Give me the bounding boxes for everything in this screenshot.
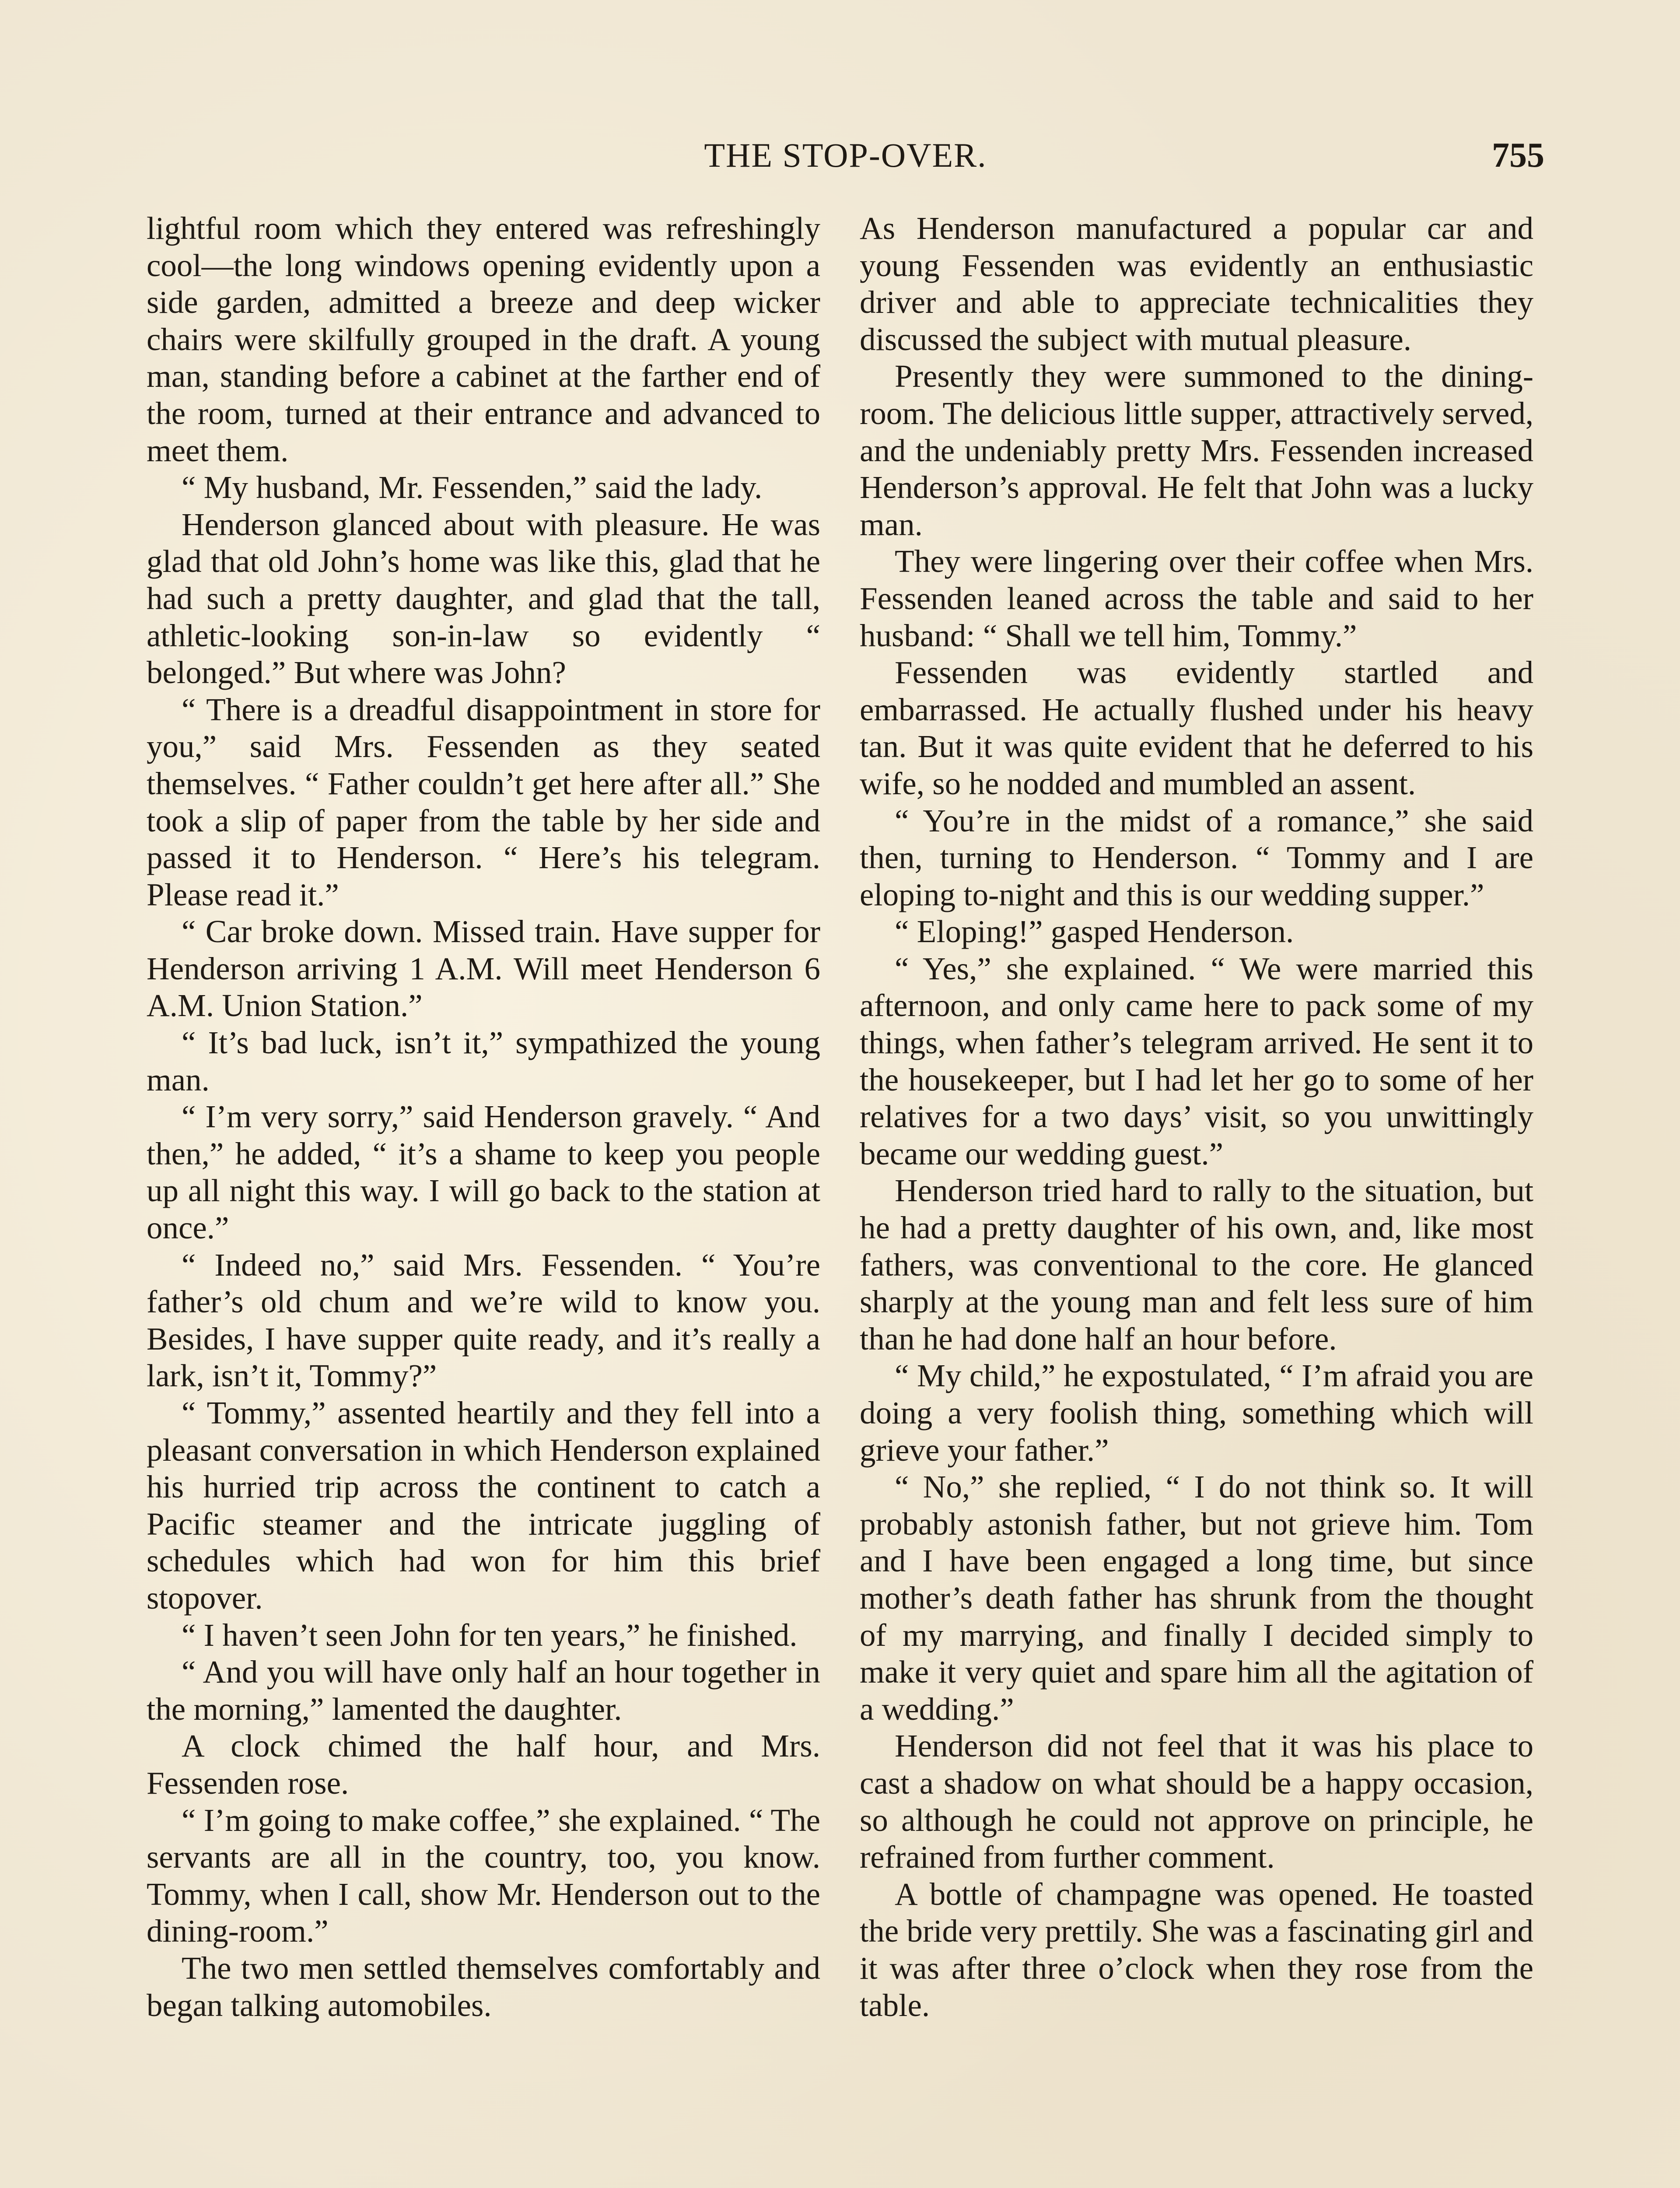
page-number: 755 bbox=[1492, 136, 1544, 175]
paragraph: Fessenden was evidently startled and embarrassed. He actually flushed under his heavy tan. But it was quite evident that he deferred to his wife, so he nodded and mumbled an assent. bbox=[860, 655, 1533, 801]
paragraph: “ It’s bad luck, isn’t it,” sympathized the young man. bbox=[147, 1025, 820, 1098]
running-title: THE STOP-OVER. bbox=[704, 136, 987, 174]
paragraph: Henderson did not feel that it was his place to cast a shadow on what should be a happy occasion, so although he could not approve on principle, he refrained from further comment. bbox=[860, 1728, 1533, 1875]
page-header bbox=[147, 131, 1544, 179]
paragraph: A clock chimed the half hour, and Mrs. Fessenden rose. bbox=[147, 1728, 820, 1801]
paragraph: “ I’m going to make coffee,” she explained. “ The servants are all in the country, too, you know. Tommy, when I call, show Mr. Henderson out to the dining-room.” bbox=[147, 1802, 820, 1949]
paragraph: “ Eloping!” gasped Henderson. bbox=[895, 914, 1294, 950]
paragraph: lightful room which they entered was refreshingly cool—the long windows opening evidently upon a side garden, admitted a breeze and deep wicker chairs were skilfully grouped in the draft. A young man, standing before a cabinet at the farther end of the room, turned at their entrance and advanced to meet them. bbox=[147, 210, 820, 468]
paragraph: “ Yes,” she explained. “ We were married this afternoon, and only came here to pack some of my things, when father’s telegram arrived. He sent it to the housekeeper, but I had let her go to some of her relatives for a two days’ visit, so you unwittingly became our wedding guest.” bbox=[860, 950, 1533, 1171]
paragraph: The two men settled themselves comfortably and began talking automobiles. bbox=[147, 1950, 820, 2023]
paragraph: “ And you will have only half an hour together in the morning,” lamented the daughter. bbox=[147, 1654, 820, 1727]
paragraph: “ I haven’t seen John for ten years,” he finished. bbox=[182, 1617, 798, 1653]
paragraph: “ I’m very sorry,” said Henderson gravely. “ And then,” he added, “ it’s a shame to keep you people up all night this way. I will go back to the station at once.” bbox=[147, 1099, 820, 1246]
paragraph: A bottle of champagne was opened. He toasted the bride very prettily. She was a fascinating girl and it was after three o’clock when they rose from the table. bbox=[860, 1876, 1533, 2023]
paragraph: As Henderson manufactured a popular car and young Fessenden was evidently an enthusiastic driver and able to appreciate technicalities they discussed the subject with mutual pleasure. bbox=[860, 210, 1533, 357]
paragraph: Henderson glanced about with pleasure. He was glad that old John’s home was like this, glad that he had such a pretty daughter, and glad that the tall, athletic-looking son-in-law so evidently “ belonged.” But where was John? bbox=[147, 506, 820, 691]
paragraph: “ There is a dreadful disappointment in store for you,” said Mrs. Fessenden as they seated themselves. “ Father couldn’t get here after all.” She took a slip of paper from the table by her side and passed it to Henderson. “ Here’s his telegram. Please read it.” bbox=[147, 691, 820, 912]
paragraph: Henderson tried hard to rally to the situation, but he had a pretty daughter of his own, and, like most fathers, was conventional to the core. He glanced sharply at the young man and felt less sure of him than he had done half an hour before. bbox=[860, 1173, 1533, 1357]
right-text-column bbox=[860, 210, 1533, 2024]
paragraph: “ Indeed no,” said Mrs. Fessenden. “ You’re father’s old chum and we’re wild to know you. Besides, I have supper quite ready, and it’s really a lark, isn’t it, Tommy?” bbox=[147, 1247, 820, 1394]
paragraph: They were lingering over their coffee when Mrs. Fessenden leaned across the table and said to her husband: “ Shall we tell him, Tommy.” bbox=[860, 543, 1533, 653]
paragraph: “ My husband, Mr. Fessenden,” said the lady. bbox=[182, 470, 763, 505]
paragraph: “ Car broke down. Missed train. Have supper for Henderson arriving 1 A.M. Will meet Henderson 6 A.M. Union Station.” bbox=[147, 914, 820, 1024]
paragraph: Presently they were summoned to the dining-room. The delicious little supper, attractively served, and the undeniably pretty Mrs. Fessenden increased Henderson’s approval. He felt that John was a lucky man. bbox=[860, 358, 1533, 542]
paragraph: “ No,” she replied, “ I do not think so. It will probably astonish father, but not grieve him. Tom and I have been engaged a long time, but since mother’s death father has shrunk from the thought of my marrying, and finally I decided simply to make it very quiet and spare him all the agitation of a wedding.” bbox=[860, 1469, 1533, 1727]
paragraph: “ My child,” he expostulated, “ I’m afraid you are doing a very foolish thing, something which will grieve your father.” bbox=[860, 1358, 1533, 1468]
paragraph: “ Tommy,” assented heartily and they fell into a pleasant conversation in which Henderson explained his hurried trip across the continent to catch a Pacific steamer and the intricate juggling of schedules which had won for him this brief stopover. bbox=[147, 1395, 820, 1616]
paragraph: “ You’re in the midst of a romance,” she said then, turning to Henderson. “ Tommy and I are eloping to-night and this is our wedding supper.” bbox=[860, 803, 1533, 912]
left-text-column bbox=[147, 210, 820, 2024]
